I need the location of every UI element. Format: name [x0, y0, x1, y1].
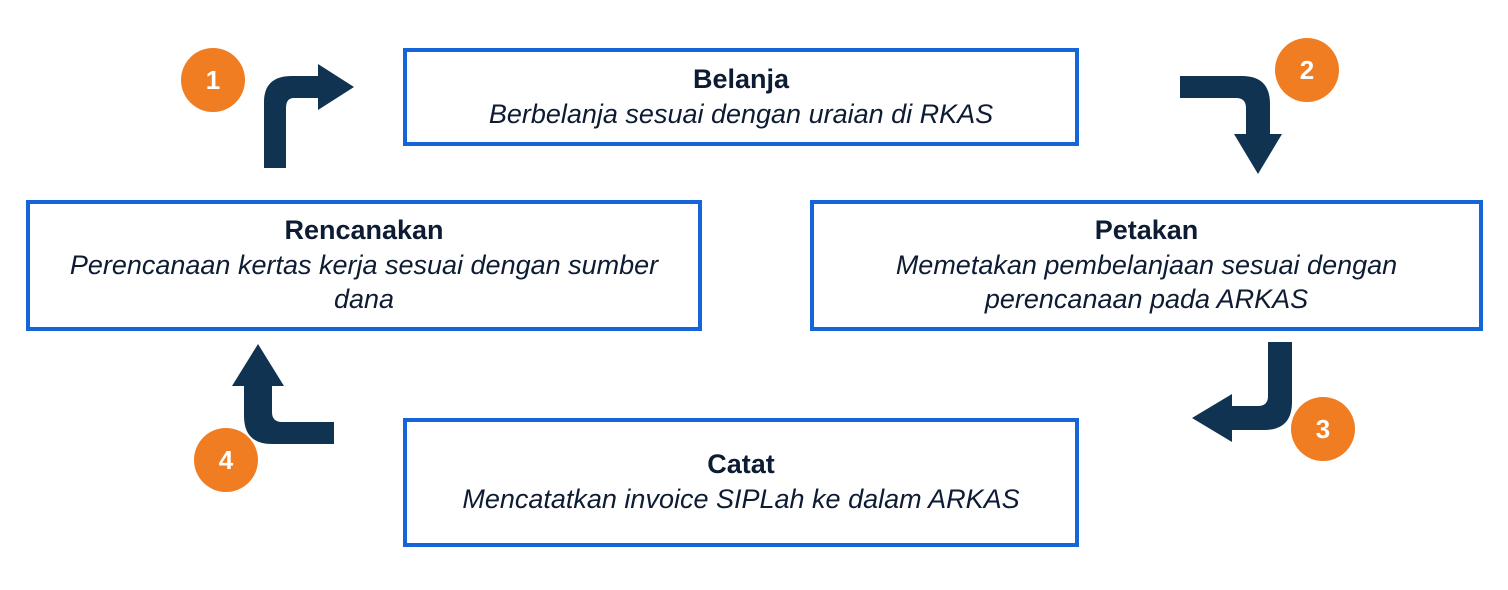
step-description: Mencatatkan invoice SIPLah ke dalam ARKAS — [462, 484, 1020, 515]
arrow-petakan-to-catat-icon — [1188, 340, 1298, 455]
step-box-rencanakan — [26, 200, 702, 331]
step-box-catat — [403, 418, 1079, 547]
step-description: Perencanaan kertas kerja sesuai dengan sumber dana — [69, 249, 659, 315]
arrow-rencanakan-to-belanja-icon — [258, 62, 358, 177]
step-description: Berbelanja sesuai dengan uraian di RKAS — [488, 98, 994, 129]
step-description: Memetakan pembelanjaan sesuai dengan perencanaan pada ARKAS — [895, 249, 1398, 315]
step-title: Rencanakan — [284, 215, 444, 246]
step-box-belanja — [403, 48, 1079, 146]
step-box-petakan — [810, 200, 1483, 331]
step-title: Belanja — [692, 63, 790, 94]
step-title: Petakan — [1094, 215, 1199, 246]
step-badge-3: 3 — [1291, 397, 1355, 461]
step-title: Catat — [707, 449, 775, 480]
step-badge-2: 2 — [1275, 38, 1339, 102]
arrow-belanja-to-petakan-icon — [1178, 70, 1288, 190]
step-badge-4: 4 — [194, 428, 258, 492]
step-badge-1: 1 — [181, 48, 245, 112]
